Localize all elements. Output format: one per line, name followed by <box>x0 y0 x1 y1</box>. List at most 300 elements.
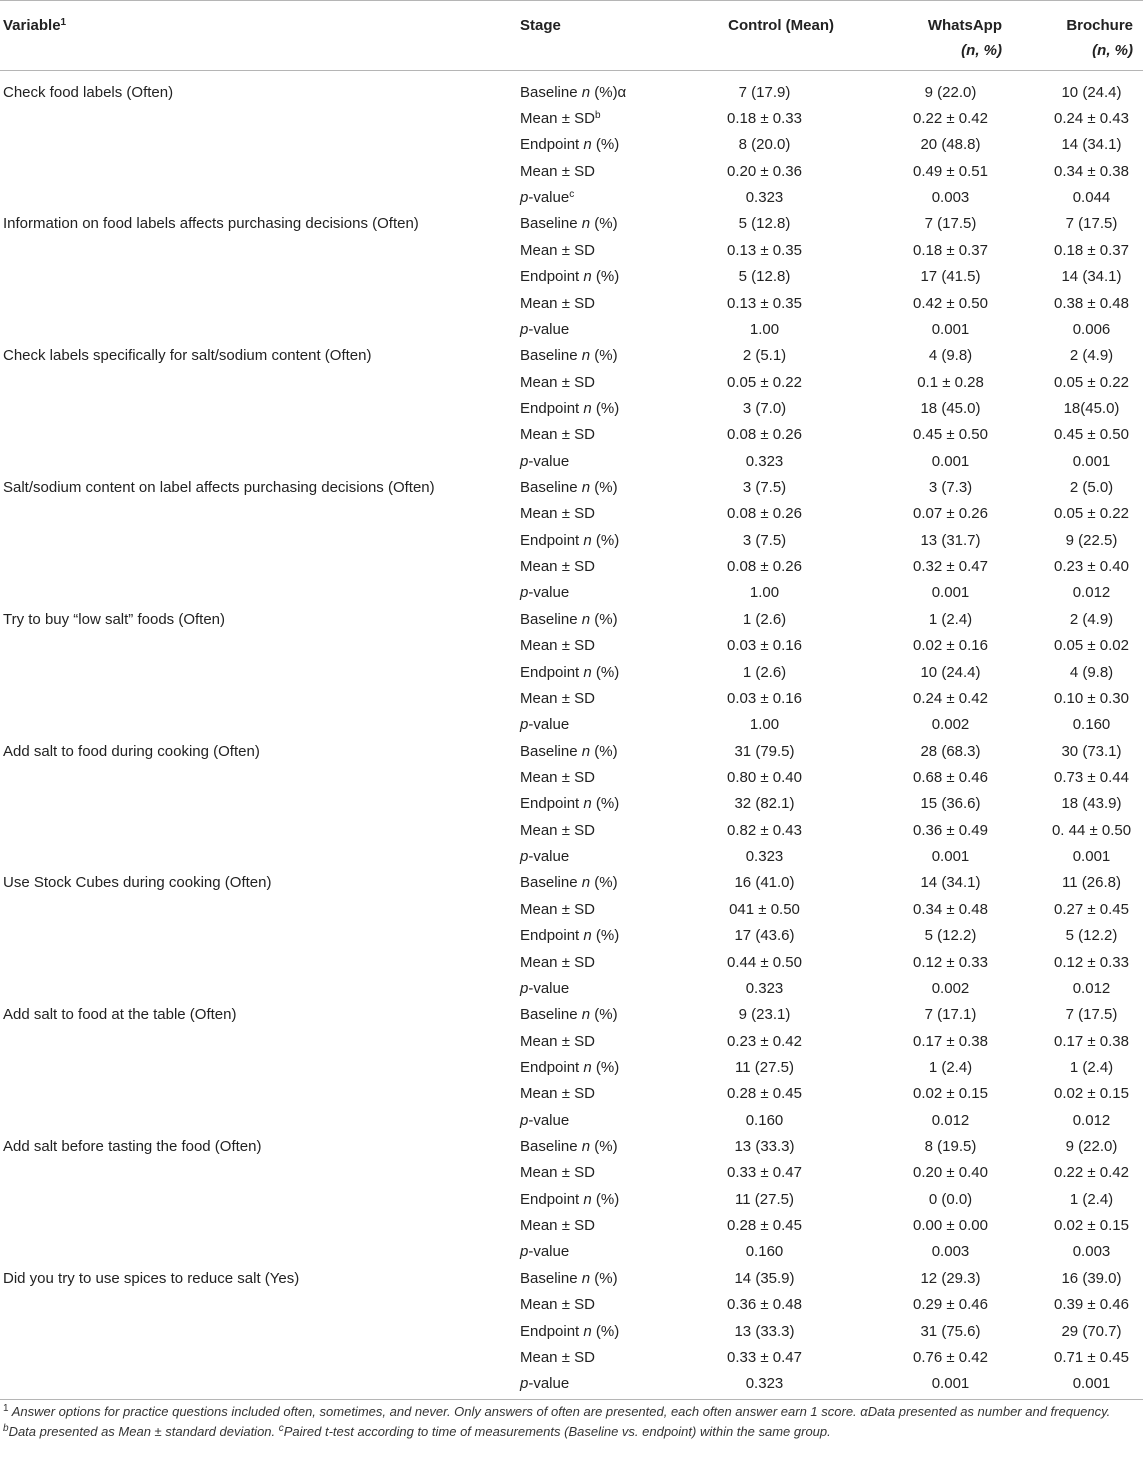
table-row <box>0 105 1143 131</box>
cell-brochure: 0.012 <box>1072 1111 1111 1129</box>
cell-brochure: 0.001 <box>1012 1370 1143 1400</box>
cell-stage: Endpoint n (%) <box>520 927 620 945</box>
cell-stage: p-value <box>520 1111 570 1129</box>
cell-brochure: 18 (43.9) <box>1061 795 1122 813</box>
cell-control: 13 (33.3) <box>734 1322 795 1340</box>
cell-whatsapp: 10 (24.4) <box>920 663 981 681</box>
cell-whatsapp: 12 (29.3) <box>920 1269 981 1287</box>
cell-brochure: 0.27 ± 0.45 <box>1054 900 1129 918</box>
cell-whatsapp: 28 (68.3) <box>920 742 981 760</box>
cell-stage: Endpoint n (%) <box>520 399 620 417</box>
cell-brochure: 7 (17.5) <box>1065 1006 1118 1024</box>
cell-variable <box>0 1080 512 1106</box>
table-row <box>0 158 1143 184</box>
cell-brochure: 0.18 ± 0.37 <box>1054 241 1129 259</box>
cell-whatsapp: 0.32 ± 0.47 <box>913 558 988 576</box>
cell-variable: Add salt to food at the table (Often) <box>3 1006 237 1024</box>
cell-variable: Information on food labels affects purchasing decisions (Often) <box>3 215 419 233</box>
cell-stage: Baseline n (%) <box>520 479 618 497</box>
cell-stage: Mean ± SD <box>520 426 595 444</box>
table-row <box>0 922 1143 948</box>
cell-stage: Endpoint n (%) <box>520 1190 620 1208</box>
cell-variable: Did you try to use spices to reduce salt (Yes) <box>3 1269 300 1287</box>
cell-control: 5 (12.8) <box>738 268 791 286</box>
cell-brochure: 16 (39.0) <box>1061 1269 1122 1287</box>
cell-brochure: 1 (2.4) <box>1069 1058 1114 1076</box>
cell-brochure: 7 (17.5) <box>1065 215 1118 233</box>
cell-variable <box>0 1107 512 1133</box>
table-row <box>0 738 1143 764</box>
cell-control: 0.28 ± 0.45 <box>727 1085 802 1103</box>
cell-control: 1 (2.6) <box>742 610 787 628</box>
cell-variable <box>0 184 512 210</box>
cell-brochure: 0. 44 ± 0.50 <box>1051 821 1132 839</box>
table-row <box>0 210 1143 236</box>
cell-control: 0.03 ± 0.16 <box>727 689 802 707</box>
table-row <box>0 290 1143 316</box>
cell-brochure: 0.39 ± 0.46 <box>1054 1296 1129 1314</box>
cell-control: 0.08 ± 0.26 <box>727 505 802 523</box>
cell-variable: Add salt before tasting the food (Often) <box>3 1138 262 1156</box>
cell-variable <box>0 764 512 790</box>
cell-stage: Mean ± SD <box>520 768 595 786</box>
cell-whatsapp: 17 (41.5) <box>920 268 981 286</box>
cell-stage: Baseline n (%) <box>520 874 618 892</box>
cell-whatsapp: 0.49 ± 0.51 <box>913 162 988 180</box>
header-control: Control (Mean) <box>664 1 844 71</box>
cell-control: 7 (17.9) <box>738 84 791 101</box>
table-row <box>0 1238 1143 1264</box>
cell-stage: Mean ± SD <box>520 900 595 918</box>
cell-whatsapp: 0.001 <box>844 1370 1012 1400</box>
table-row <box>0 316 1143 342</box>
cell-brochure: 0.02 ± 0.15 <box>1054 1217 1129 1235</box>
table-row <box>0 975 1143 1001</box>
cell-brochure: 1 (2.4) <box>1069 1190 1114 1208</box>
cell-stage: Mean ± SD <box>520 1164 595 1182</box>
cell-whatsapp: 0.07 ± 0.26 <box>913 505 988 523</box>
cell-variable <box>0 1291 512 1317</box>
cell-control: 0.03 ± 0.16 <box>727 637 802 655</box>
table-row <box>0 659 1143 685</box>
table-row <box>0 553 1143 579</box>
cell-control: 0.05 ± 0.22 <box>727 373 802 391</box>
cell-stage: p-value <box>520 716 570 734</box>
table-row <box>0 474 1143 500</box>
cell-whatsapp: 0.20 ± 0.40 <box>913 1164 988 1182</box>
cell-variable <box>0 1159 512 1185</box>
cell-control: 0.08 ± 0.26 <box>727 558 802 576</box>
table-row <box>0 184 1143 210</box>
table-row <box>0 527 1143 553</box>
cell-variable <box>0 553 512 579</box>
cell-control: 0.13 ± 0.35 <box>727 241 802 259</box>
cell-control: 0.23 ± 0.42 <box>727 1032 802 1050</box>
cell-stage: Baseline n (%) <box>520 610 618 628</box>
cell-stage: p-value <box>520 452 570 470</box>
table-row <box>0 395 1143 421</box>
cell-control: 5 (12.8) <box>738 215 791 233</box>
cell-brochure: 0.71 ± 0.45 <box>1054 1348 1129 1366</box>
cell-brochure: 0.160 <box>1072 716 1111 734</box>
table-row <box>0 1291 1143 1317</box>
cell-stage: Mean ± SD <box>520 1217 595 1235</box>
cell-variable <box>0 1028 512 1054</box>
cell-whatsapp: 1 (2.4) <box>928 610 973 628</box>
cell-stage: Mean ± SD <box>520 821 595 839</box>
cell-whatsapp: 1 (2.4) <box>928 1058 973 1076</box>
cell-whatsapp: 0.42 ± 0.50 <box>913 294 988 312</box>
cell-whatsapp: 0.012 <box>931 1111 970 1129</box>
table-row <box>0 342 1143 368</box>
cell-stage: Endpoint n (%) <box>520 1058 620 1076</box>
cell-stage: Mean ± SD <box>520 162 595 180</box>
cell-stage: Mean ± SD <box>520 558 595 576</box>
cell-whatsapp: 0 (0.0) <box>928 1190 973 1208</box>
cell-variable <box>0 527 512 553</box>
cell-control: 16 (41.0) <box>734 874 795 892</box>
cell-stage: Baseline n (%) <box>520 1138 618 1156</box>
cell-whatsapp: 13 (31.7) <box>920 531 981 549</box>
table-row <box>0 817 1143 843</box>
cell-stage: Endpoint n (%) <box>520 268 620 286</box>
cell-whatsapp: 7 (17.5) <box>924 215 977 233</box>
cell-whatsapp: 18 (45.0) <box>920 399 981 417</box>
cell-control: 1.00 <box>749 716 780 734</box>
table-body <box>0 71 1143 1400</box>
table-row <box>0 1265 1143 1291</box>
cell-brochure: 0.044 <box>1072 189 1111 207</box>
cell-brochure: 0.38 ± 0.48 <box>1054 294 1129 312</box>
cell-variable <box>0 632 512 658</box>
cell-variable <box>0 1212 512 1238</box>
cell-variable <box>0 1186 512 1212</box>
cell-brochure: 0.006 <box>1072 320 1111 338</box>
cell-stage: Baseline n (%) <box>520 1006 618 1024</box>
cell-stage: p-value <box>520 979 570 997</box>
cell-stage: p-value$^c$ <box>520 189 575 207</box>
cell-control: 1.00 <box>749 320 780 338</box>
table-header <box>0 1 1143 71</box>
cell-whatsapp: 0.22 ± 0.42 <box>913 110 988 127</box>
table-row <box>0 237 1143 263</box>
cell-stage: Endpoint n (%) <box>520 531 620 549</box>
cell-whatsapp: 15 (36.6) <box>920 795 981 813</box>
cell-brochure: 0.05 ± 0.22 <box>1054 505 1129 523</box>
cell-brochure: 14 (34.1) <box>1061 268 1122 286</box>
cell-variable <box>0 1318 512 1344</box>
table-row <box>0 869 1143 895</box>
cell-brochure: 9 (22.5) <box>1065 531 1118 549</box>
cell-brochure: 9 (22.0) <box>1065 1138 1118 1156</box>
cell-control: 0.08 ± 0.26 <box>727 426 802 444</box>
cell-brochure: 11 (26.8) <box>1062 874 1121 892</box>
cell-brochure: 0.23 ± 0.40 <box>1054 558 1129 576</box>
cell-whatsapp: 31 (75.6) <box>920 1322 981 1340</box>
cell-variable: Use Stock Cubes during cooking (Often) <box>3 874 272 892</box>
cell-stage: p-value <box>520 1243 570 1261</box>
cell-whatsapp: 8 (19.5) <box>924 1138 977 1156</box>
cell-stage: Endpoint n (%) <box>520 1322 620 1340</box>
cell-variable <box>0 290 512 316</box>
cell-stage: Baseline n (%) <box>520 742 618 760</box>
cell-brochure: 2 (5.0) <box>1069 479 1114 497</box>
cell-control: 31 (79.5) <box>734 742 795 760</box>
cell-whatsapp: 4 (9.8) <box>928 347 973 365</box>
cell-variable <box>0 500 512 526</box>
cell-variable <box>0 685 512 711</box>
header-stage: Stage <box>512 1 664 71</box>
table-row <box>0 1107 1143 1133</box>
table-row <box>0 1344 1143 1370</box>
table-row <box>0 500 1143 526</box>
cell-brochure: 0.02 ± 0.15 <box>1054 1085 1129 1103</box>
cell-whatsapp: 0.12 ± 0.33 <box>913 953 988 971</box>
cell-control: 3 (7.5) <box>742 479 787 497</box>
cell-variable <box>0 579 512 605</box>
table-row <box>0 1080 1143 1106</box>
cell-control: 14 (35.9) <box>734 1269 795 1287</box>
cell-control: 8 (20.0) <box>738 136 791 154</box>
cell-control: 0.13 ± 0.35 <box>727 294 802 312</box>
cell-stage: p-value <box>520 320 570 338</box>
cell-variable <box>0 711 512 737</box>
cell-brochure: 0.05 ± 0.02 <box>1054 637 1129 655</box>
cell-variable <box>0 1370 512 1400</box>
cell-brochure: 5 (12.2) <box>1065 927 1118 945</box>
cell-variable <box>0 263 512 289</box>
table-row <box>0 896 1143 922</box>
table-row <box>0 1159 1143 1185</box>
cell-control: 0.323 <box>745 848 784 866</box>
cell-control: 1.00 <box>749 584 780 602</box>
cell-variable <box>0 448 512 474</box>
cell-brochure: 18(45.0) <box>1063 399 1120 417</box>
cell-variable <box>0 369 512 395</box>
cell-whatsapp: 0.001 <box>931 320 970 338</box>
header-variable: Variable$^1$ <box>0 1 512 71</box>
cell-whatsapp: 0.29 ± 0.46 <box>913 1296 988 1314</box>
cell-stage: Mean ± SD <box>520 294 595 312</box>
cell-stage: Mean ± SD <box>520 953 595 971</box>
cell-stage: Mean ± SD <box>520 1032 595 1050</box>
table-row <box>0 579 1143 605</box>
table-row <box>0 369 1143 395</box>
cell-variable <box>0 1344 512 1370</box>
cell-whatsapp: 7 (17.1) <box>924 1006 977 1024</box>
cell-brochure: 30 (73.1) <box>1061 742 1122 760</box>
cell-whatsapp: 0.34 ± 0.48 <box>913 900 988 918</box>
cell-whatsapp: 0.1 ± 0.28 <box>917 373 984 391</box>
cell-control: 17 (43.6) <box>734 927 795 945</box>
cell-brochure: 0.12 ± 0.33 <box>1054 953 1129 971</box>
cell-variable <box>0 949 512 975</box>
table-row <box>0 1001 1143 1027</box>
cell-brochure: 0.003 <box>1072 1243 1111 1261</box>
cell-stage: Baseline n (%) <box>520 347 618 365</box>
cell-whatsapp: 9 (22.0) <box>924 84 977 101</box>
cell-stage: Endpoint n (%) <box>520 795 620 813</box>
cell-control: 041 ± 0.50 <box>729 900 800 918</box>
cell-control: 11 (27.5) <box>735 1190 794 1208</box>
table-row <box>0 711 1143 737</box>
cell-whatsapp: 0.45 ± 0.50 <box>913 426 988 444</box>
cell-whatsapp: 0.003 <box>931 189 970 207</box>
cell-control: 2 (5.1) <box>742 347 787 365</box>
cell-control: 0.36 ± 0.48 <box>727 1296 802 1314</box>
cell-control: 11 (27.5) <box>735 1058 794 1076</box>
cell-stage: Mean ± SD <box>520 505 595 523</box>
table-row <box>0 71 1143 106</box>
cell-variable <box>0 790 512 816</box>
cell-control: 0.160 <box>745 1243 784 1261</box>
cell-variable <box>0 659 512 685</box>
cell-whatsapp: 0.17 ± 0.38 <box>913 1032 988 1050</box>
cell-whatsapp: 0.68 ± 0.46 <box>913 768 988 786</box>
cell-control: 0.323 <box>745 452 784 470</box>
cell-whatsapp: 0.001 <box>931 584 970 602</box>
cell-variable <box>0 158 512 184</box>
table-row <box>0 421 1143 447</box>
cell-brochure: 29 (70.7) <box>1061 1322 1122 1340</box>
cell-brochure: 0.001 <box>1072 848 1111 866</box>
table-row <box>0 1212 1143 1238</box>
cell-variable <box>0 817 512 843</box>
cell-stage: Mean ± SD <box>520 1296 595 1314</box>
cell-brochure: 0.001 <box>1072 452 1111 470</box>
cell-whatsapp: 0.001 <box>931 452 970 470</box>
cell-brochure: 0.17 ± 0.38 <box>1054 1032 1129 1050</box>
table-row <box>0 685 1143 711</box>
table-row <box>0 606 1143 632</box>
cell-whatsapp: 0.24 ± 0.42 <box>913 689 988 707</box>
table-row <box>0 1318 1143 1344</box>
cell-whatsapp: 0.003 <box>931 1243 970 1261</box>
table-row <box>0 790 1143 816</box>
table-row <box>0 263 1143 289</box>
cell-variable <box>0 975 512 1001</box>
table-row <box>0 448 1143 474</box>
cell-variable <box>0 421 512 447</box>
cell-variable <box>0 105 512 131</box>
table-row <box>0 1370 1143 1400</box>
cell-variable <box>0 922 512 948</box>
cell-control: 3 (7.0) <box>742 399 787 417</box>
cell-stage: Mean ± SD <box>520 241 595 259</box>
cell-control: 13 (33.3) <box>734 1138 795 1156</box>
cell-control: 0.323 <box>745 979 784 997</box>
cell-brochure: 0.45 ± 0.50 <box>1054 426 1129 444</box>
table-footnote: $^1$ Answer options for practice questions included often, sometimes, and never. Only answers of often are presented, each often answer earn 1 score. αData presented as number and frequency. $^b$Data presented as Mean ± standard deviation. $^c$Paired t-test according to time of measurements (Baseline vs. endpoint) within the same group. <box>3 1403 1111 1439</box>
cell-whatsapp: 0.02 ± 0.15 <box>913 1085 988 1103</box>
table-row <box>0 1186 1143 1212</box>
table-row <box>0 131 1143 157</box>
cell-whatsapp: 0.76 ± 0.42 <box>913 1348 988 1366</box>
cell-stage: Mean ± SD <box>520 1085 595 1103</box>
cell-variable: Check labels specifically for salt/sodium content (Often) <box>3 347 372 365</box>
cell-stage: Mean ± SD <box>520 689 595 707</box>
cell-control: 3 (7.5) <box>742 531 787 549</box>
cell-variable <box>0 395 512 421</box>
cell-variable: Add salt to food during cooking (Often) <box>3 742 260 760</box>
cell-whatsapp: 0.002 <box>931 979 970 997</box>
cell-control: 0.323 <box>664 1370 844 1400</box>
cell-variable <box>0 1238 512 1264</box>
table-row <box>0 1054 1143 1080</box>
cell-brochure: 10 (24.4) <box>1061 84 1122 101</box>
cell-brochure: 0.22 ± 0.42 <box>1054 1164 1129 1182</box>
table-row <box>0 1028 1143 1054</box>
cell-whatsapp: 0.36 ± 0.49 <box>913 821 988 839</box>
cell-brochure: 2 (4.9) <box>1069 610 1114 628</box>
cell-stage: p-value <box>520 584 570 602</box>
cell-whatsapp: 5 (12.2) <box>924 927 977 945</box>
cell-variable: Check food labels (Often) <box>3 84 174 101</box>
cell-stage: Baseline n (%) <box>520 215 618 233</box>
cell-control: 0.33 ± 0.47 <box>727 1164 802 1182</box>
cell-control: 0.18 ± 0.33 <box>727 110 802 127</box>
cell-variable <box>0 131 512 157</box>
cell-whatsapp: 14 (34.1) <box>920 874 981 892</box>
cell-brochure: 0.34 ± 0.38 <box>1054 162 1129 180</box>
cell-whatsapp: 0.002 <box>931 716 970 734</box>
cell-whatsapp: 0.00 ± 0.00 <box>913 1217 988 1235</box>
cell-brochure: 0.73 ± 0.44 <box>1054 768 1129 786</box>
cell-whatsapp: 20 (48.8) <box>920 136 981 154</box>
cell-control: 0.160 <box>745 1111 784 1129</box>
cell-stage: Baseline n (%)α <box>520 84 627 101</box>
cell-whatsapp: 3 (7.3) <box>928 479 973 497</box>
cell-control: 0.82 ± 0.43 <box>727 821 802 839</box>
table-row <box>0 632 1143 658</box>
cell-control: 1 (2.6) <box>742 663 787 681</box>
cell-control: 32 (82.1) <box>734 795 795 813</box>
cell-stage: Mean ± SD <box>520 1348 595 1366</box>
header-whatsapp: WhatsApp (n, %) <box>844 1 1012 71</box>
cell-stage: Mean ± $SD^b$ <box>520 110 601 127</box>
table-row <box>0 764 1143 790</box>
cell-variable <box>0 1054 512 1080</box>
cell-control: 0.44 ± 0.50 <box>727 953 802 971</box>
table-row <box>0 843 1143 869</box>
cell-stage: p-value <box>520 848 570 866</box>
cell-whatsapp: 0.001 <box>931 848 970 866</box>
cell-stage: Mean ± SD <box>520 637 595 655</box>
cell-variable <box>0 237 512 263</box>
cell-control: 9 (23.1) <box>738 1006 791 1024</box>
cell-brochure: 4 (9.8) <box>1069 663 1114 681</box>
cell-control: 0.80 ± 0.40 <box>727 768 802 786</box>
cell-stage: Mean ± SD <box>520 373 595 391</box>
cell-brochure: 0.05 ± 0.22 <box>1054 373 1129 391</box>
cell-brochure: 0.012 <box>1072 584 1111 602</box>
cell-variable <box>0 316 512 342</box>
cell-variable <box>0 843 512 869</box>
table-row <box>0 1133 1143 1159</box>
cell-control: 0.33 ± 0.47 <box>727 1348 802 1366</box>
cell-variable: Try to buy “low salt” foods (Often) <box>3 610 226 628</box>
cell-variable: Salt/sodium content on label affects purchasing decisions (Often) <box>3 479 435 497</box>
cell-brochure: 14 (34.1) <box>1061 136 1122 154</box>
cell-brochure: 2 (4.9) <box>1069 347 1114 365</box>
cell-control: 0.20 ± 0.36 <box>727 162 802 180</box>
cell-stage: Baseline n (%) <box>520 1269 618 1287</box>
cell-whatsapp: 0.18 ± 0.37 <box>913 241 988 259</box>
cell-brochure: 0.012 <box>1072 979 1111 997</box>
cell-variable <box>0 896 512 922</box>
table-row <box>0 949 1143 975</box>
cell-control: 0.28 ± 0.45 <box>727 1217 802 1235</box>
